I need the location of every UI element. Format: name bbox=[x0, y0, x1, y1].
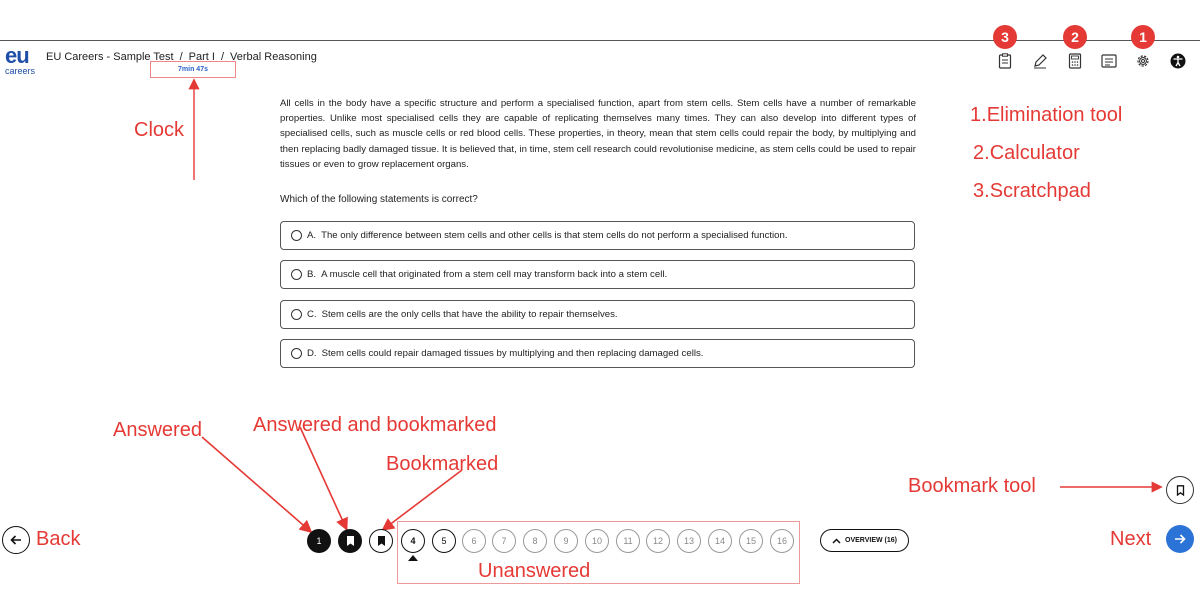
option-letter: D. bbox=[307, 348, 317, 359]
question-11[interactable]: 11 bbox=[616, 529, 640, 553]
question-9[interactable]: 9 bbox=[554, 529, 578, 553]
breadcrumb-separator: / bbox=[179, 51, 183, 63]
badge-2: 2 bbox=[1063, 25, 1087, 49]
annotation-number: 1. bbox=[970, 104, 987, 126]
question-15[interactable]: 15 bbox=[739, 529, 763, 553]
annotation-number: 2. bbox=[973, 142, 990, 164]
question-7[interactable]: 7 bbox=[492, 529, 516, 553]
question-10[interactable]: 10 bbox=[585, 529, 609, 553]
question-5[interactable]: 5 bbox=[432, 529, 456, 553]
badge-1: 1 bbox=[1131, 25, 1155, 49]
option-text: Stem cells could repair damaged tissues by multiplying and then replacing damaged cells. bbox=[321, 348, 704, 359]
overview-button[interactable] bbox=[820, 529, 909, 552]
option-letter: B. bbox=[307, 269, 317, 280]
chevron-up-icon bbox=[832, 538, 841, 544]
question-12[interactable]: 12 bbox=[646, 529, 670, 553]
overview-label: OVERVIEW (16) bbox=[845, 537, 897, 544]
arrow-right-icon bbox=[1174, 533, 1186, 545]
option-text: The only difference between stem cells and other cells is that stem cells do not perform a specialised function. bbox=[321, 230, 788, 241]
annotation-back: Back bbox=[36, 528, 81, 550]
question-8[interactable]: 8 bbox=[523, 529, 547, 553]
annotation-answered-bookmarked: Answered and bookmarked bbox=[253, 414, 497, 436]
breadcrumb-test: EU Careers - Sample Test bbox=[46, 51, 174, 63]
breadcrumb-separator: / bbox=[220, 51, 224, 63]
question-4-current[interactable]: 4 bbox=[401, 529, 425, 553]
bookmark-icon bbox=[377, 536, 386, 547]
question-16[interactable]: 16 bbox=[770, 529, 794, 553]
arrow-left-icon bbox=[10, 534, 22, 546]
annotation-elimination: Elimination tool bbox=[986, 104, 1123, 126]
annotation-next: Next bbox=[1110, 528, 1152, 550]
question-3-bookmarked[interactable] bbox=[369, 529, 393, 553]
annotation-bookmarked: Bookmarked bbox=[386, 453, 499, 475]
badge-3: 3 bbox=[993, 25, 1017, 49]
back-button[interactable] bbox=[2, 526, 30, 554]
annotation-clock: Clock bbox=[134, 119, 185, 141]
logo-main: eu bbox=[5, 43, 29, 68]
question-6[interactable]: 6 bbox=[462, 529, 486, 553]
breadcrumb-part: Part I bbox=[188, 51, 215, 63]
question-1-answered[interactable]: 1 bbox=[307, 529, 331, 553]
question-14[interactable]: 14 bbox=[708, 529, 732, 553]
option-letter: A. bbox=[307, 230, 317, 241]
option-text: A muscle cell that originated from a stem cell may transform back into a stem cell. bbox=[321, 269, 668, 280]
breadcrumb-section: Verbal Reasoning bbox=[230, 51, 317, 63]
annotation-answered: Answered bbox=[113, 419, 202, 441]
annotation-number: 3. bbox=[973, 180, 990, 202]
question-13[interactable]: 13 bbox=[677, 529, 701, 553]
annotation-unanswered: Unanswered bbox=[478, 560, 591, 582]
annotation-bookmark-tool: Bookmark tool bbox=[908, 475, 1036, 497]
option-text: Stem cells are the only cells that have the ability to repair themselves. bbox=[321, 309, 618, 320]
annotation-scratchpad: Scratchpad bbox=[989, 180, 1091, 202]
bookmark-icon bbox=[346, 536, 355, 547]
bookmark-tool-button[interactable] bbox=[1166, 476, 1194, 504]
current-indicator-icon bbox=[408, 555, 418, 561]
bookmark-icon bbox=[1176, 485, 1185, 496]
logo-sub: careers bbox=[5, 66, 36, 76]
clock-timer: 7min 47s bbox=[150, 61, 236, 78]
annotation-calculator: Calculator bbox=[989, 142, 1080, 164]
next-button[interactable] bbox=[1166, 525, 1194, 553]
question-text: Which of the following statements is correct? bbox=[280, 194, 478, 205]
question-2-answered-bookmarked[interactable] bbox=[338, 529, 362, 553]
option-letter: C. bbox=[307, 309, 317, 320]
reading-passage: All cells in the body have a specific structure and perform a specialised function, apart from stem cells. Stem cells have a number of remarkable properties. Unlike most specialised cells they are capable of replicating themselves many times. They can also develop into different types of specialised cells, such as muscle cells or red blood cells. These properties, in theory, mean that stem cells could repair the body, by multiplying and then replacing badly damaged tissue. It is believed that, in time, stem cell research could revolutionise medicine, as stem cells could be used to repair tissues or even to grow replacement organs. bbox=[280, 98, 916, 170]
